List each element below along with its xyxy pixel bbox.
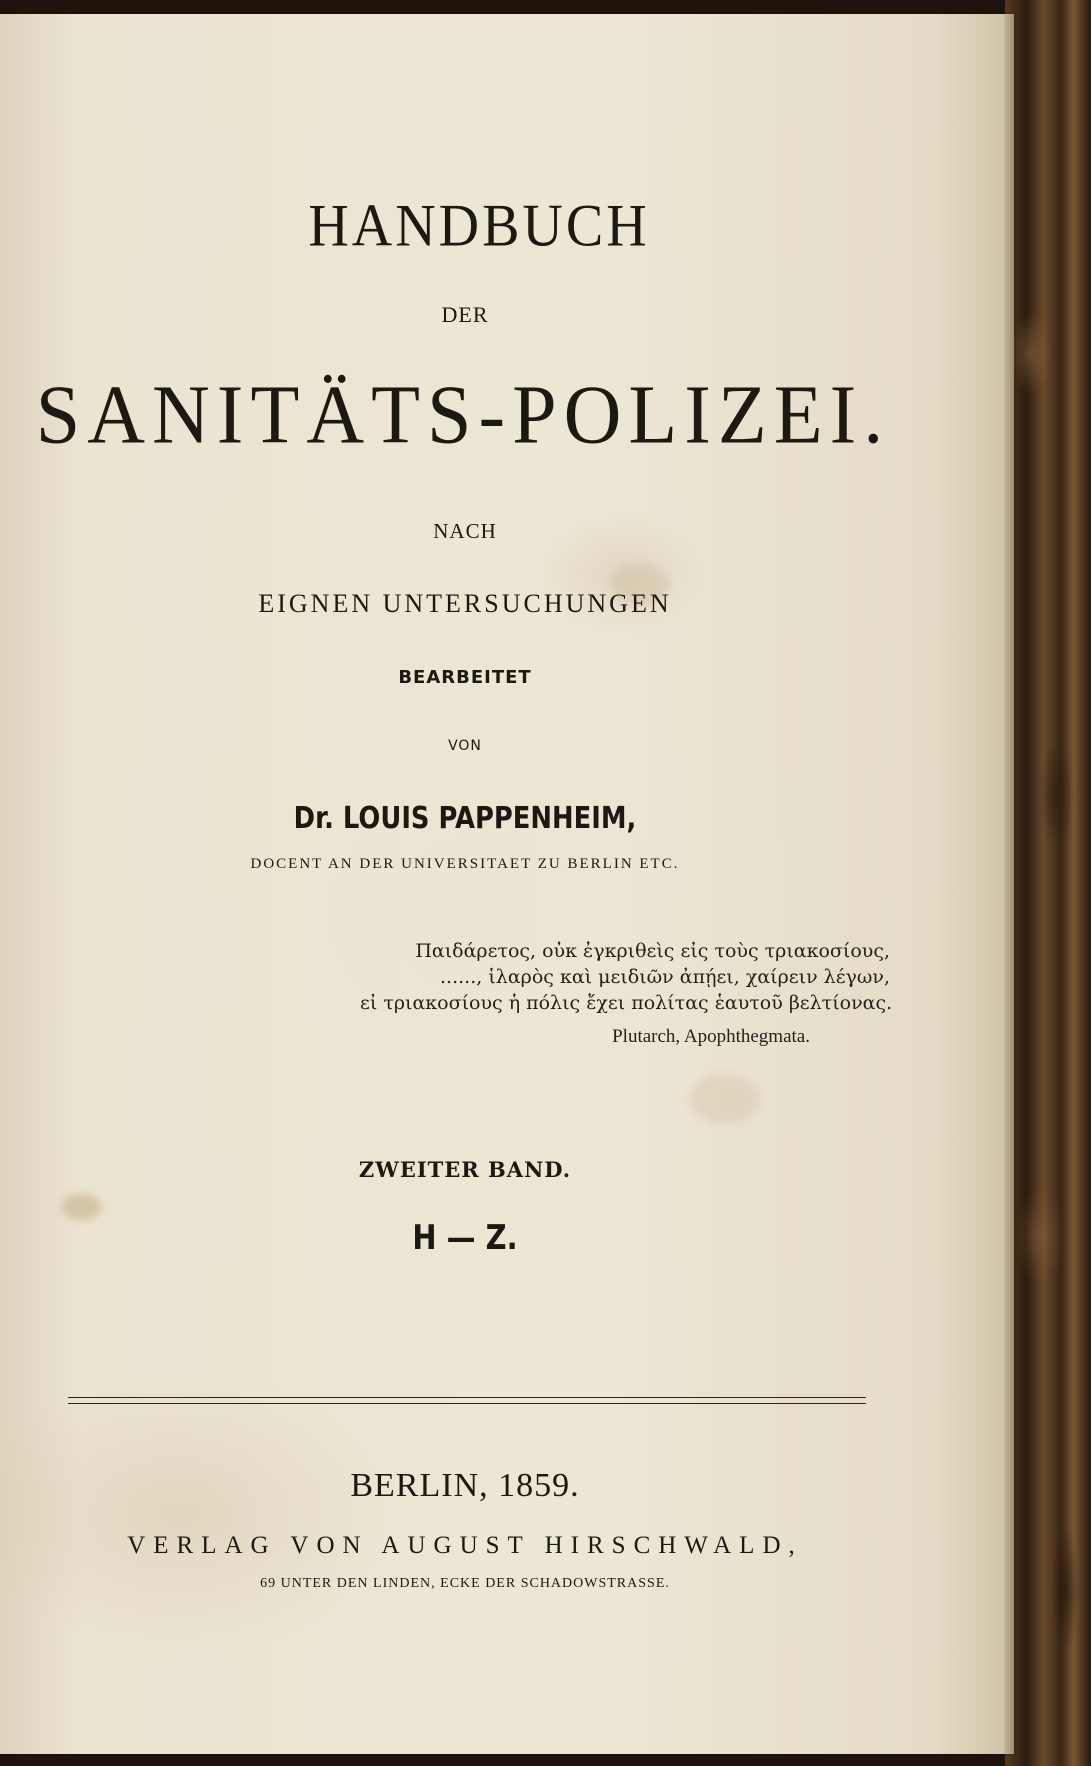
greek-epigraph xyxy=(360,938,893,1048)
volume-label: ZWEITER BAND. xyxy=(358,1157,572,1182)
title-der: DER xyxy=(441,302,489,327)
imprint-address: 69 UNTER DEN LINDEN, ECKE DER SCHADOWSTRASSE. xyxy=(260,1576,670,1591)
imprint-place-year: BERLIN, 1859. xyxy=(350,1467,580,1504)
epigraph-line-3: εἰ τριακοσίους ἡ πόλις ἔχει πολίτας ἑαυτοῦ βελτίονας. xyxy=(360,992,893,1014)
title-sanitats-polizei: SANITÄTS-POLIZEI. xyxy=(35,368,891,462)
page-fore-edge xyxy=(1004,14,1014,1754)
title-handbuch: HANDBUCH xyxy=(308,192,650,260)
author-name: Dr. LOUIS PAPPENHEIM, xyxy=(293,801,637,836)
book-spine xyxy=(1005,0,1091,1766)
spine-marbling xyxy=(1005,0,1091,1766)
title-page xyxy=(0,14,1012,1754)
epigraph-line-2: ......, ἱλαρὸς καὶ μειδιῶν ἀπῄει, χαίρειν λέγων, xyxy=(440,966,890,988)
foxing-stain xyxy=(690,1074,760,1124)
subtitle-von: VON xyxy=(448,738,482,754)
imprint-publisher: VERLAG VON AUGUST HIRSCHWALD, xyxy=(127,1532,803,1559)
subtitle-bearbeitet: BEARBEITET xyxy=(398,667,532,688)
subtitle-nach: NACH xyxy=(433,519,497,543)
subtitle-eignen-untersuchungen: EIGNEN UNTERSUCHUNGEN xyxy=(258,589,672,618)
volume-range: H — Z. xyxy=(412,1218,518,1258)
author-position: DOCENT AN DER UNIVERSITAET ZU BERLIN ETC. xyxy=(250,856,680,872)
foxing-stain xyxy=(62,1194,102,1220)
epigraph-line-1: Παιδάρετος, οὐκ ἐγκριθεὶς εἰς τοὺς τριακοσίους, xyxy=(415,940,890,962)
epigraph-source: Plutarch, Apophthegmata. xyxy=(612,1026,810,1047)
double-rule-divider xyxy=(68,1397,866,1404)
